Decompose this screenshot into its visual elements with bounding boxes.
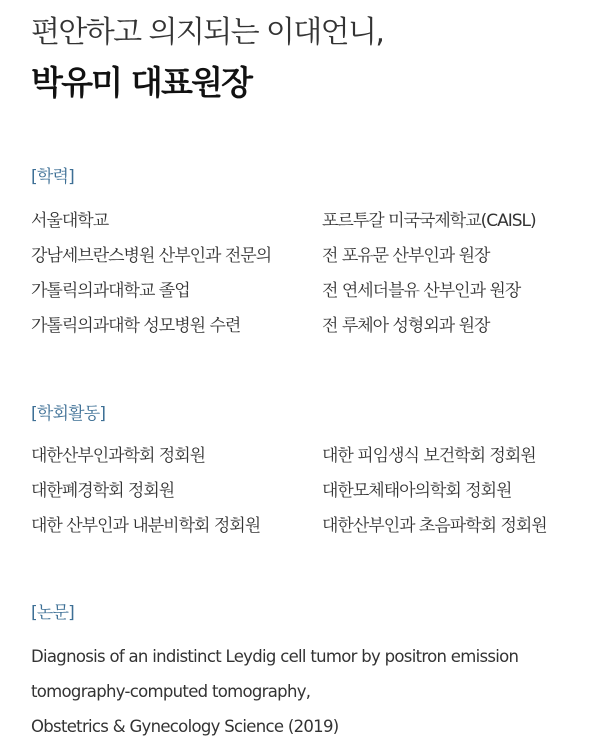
society-item: 대한 피임생식 보건학회 정회원 [322,446,536,466]
education-title: [학력] [31,167,74,187]
education-item: 강남세브란스병원 산부인과 전문의 [31,246,272,266]
society-item: 대한폐경학회 정회원 [31,481,175,501]
education-item: 서울대학교 [31,211,109,231]
society-item: 대한산부인과학회 정회원 [31,446,206,466]
doctor-name: 박유미 대표원장 [31,63,252,102]
education-item: 전 포유문 산부인과 원장 [322,246,490,266]
paper-line: tomography-computed tomography, [31,682,311,701]
society-item: 대한산부인과 초음파학회 정회원 [322,516,547,536]
education-item: 가톨릭의과대학교 졸업 [31,281,190,301]
education-item: 가톨릭의과대학 성모병원 수련 [31,316,241,336]
society-item: 대한 산부인과 내분비학회 정회원 [31,516,261,536]
paper-citation [31,639,591,744]
societies-title: [학회활동] [31,404,106,424]
education-item: 전 연세더블유 산부인과 원장 [322,281,521,301]
papers-title: [논문] [31,603,74,623]
paper-line: Diagnosis of an indistinct Leydig cell tumor by positron emission [31,647,519,666]
intro-tagline: 편안하고 의지되는 이대언니, [31,15,384,50]
education-item: 전 루체아 성형외과 원장 [322,316,490,336]
education-list [31,204,591,344]
society-item: 대한모체태아의학회 정회원 [322,481,512,501]
paper-line: Obstetrics & Gynecology Science (2019) [31,717,339,736]
education-item: 포르투갈 미국국제학교(CAISL) [322,211,536,231]
societies-list [31,439,591,544]
